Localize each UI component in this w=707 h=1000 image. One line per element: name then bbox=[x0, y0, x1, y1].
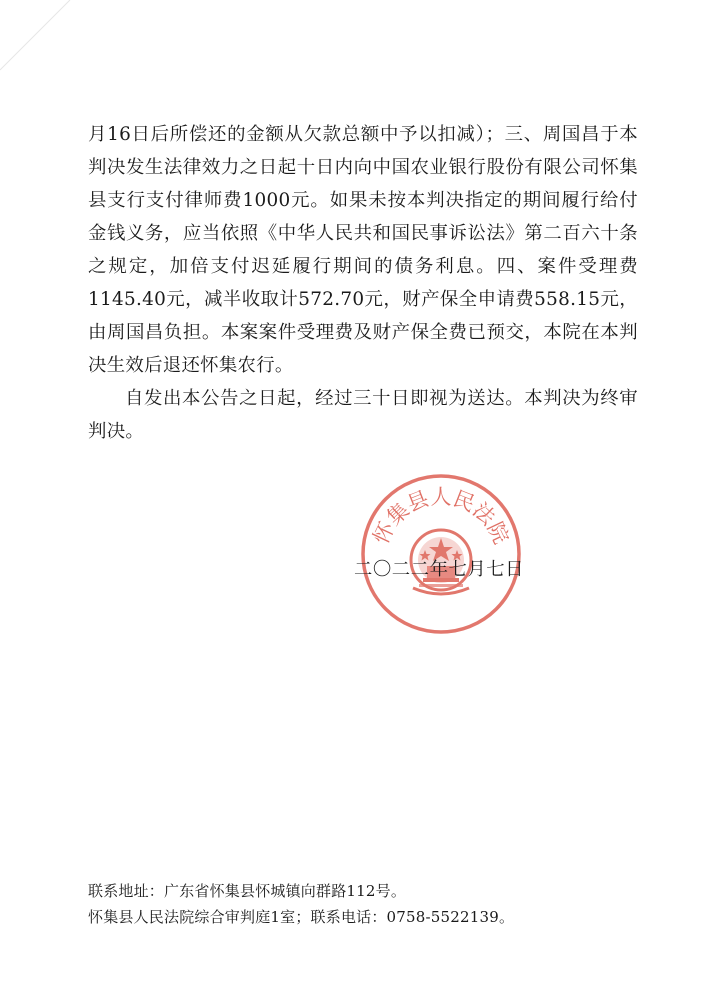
judgment-date: 二〇二二年七月七日 bbox=[354, 559, 525, 580]
seal-text: 怀集县人民法院 bbox=[368, 485, 514, 548]
contact-footer bbox=[88, 878, 514, 930]
contact-phone: 怀集县人民法院综合审判庭1室；联系电话：0758-5522139。 bbox=[88, 908, 515, 926]
judgment-paragraph: 月16日后所偿还的金额从欠款总额中予以扣减）；三、周国昌于本判决发生法律效力之日起十日内向中国农业银行股份有限公司怀集县支行支付律师费1000元。如果未按本判决指定的期间履行给付金钱义务，应当依照《中华人民共和国民事诉讼法》第二百六十条之规定，加倍支付迟延履行期间的债务利息。四、案件受理费1145.40元，减半收取计572.70元，财产保全申请费558.15元，由周国昌负担。本案案件受理费及财产保全费已预交，本院在本判决生效后退还怀集农行。 bbox=[88, 124, 638, 376]
service-paragraph: 自发出本公告之日起，经过三十日即视为送达。本判决为终审判决。 bbox=[88, 388, 638, 442]
paper-crease-mark bbox=[0, 0, 90, 90]
court-seal-icon bbox=[355, 468, 527, 636]
judgment-body bbox=[88, 118, 638, 448]
court-seal bbox=[355, 468, 527, 636]
contact-address: 联系地址：广东省怀集县怀城镇向群路112号。 bbox=[88, 882, 407, 900]
